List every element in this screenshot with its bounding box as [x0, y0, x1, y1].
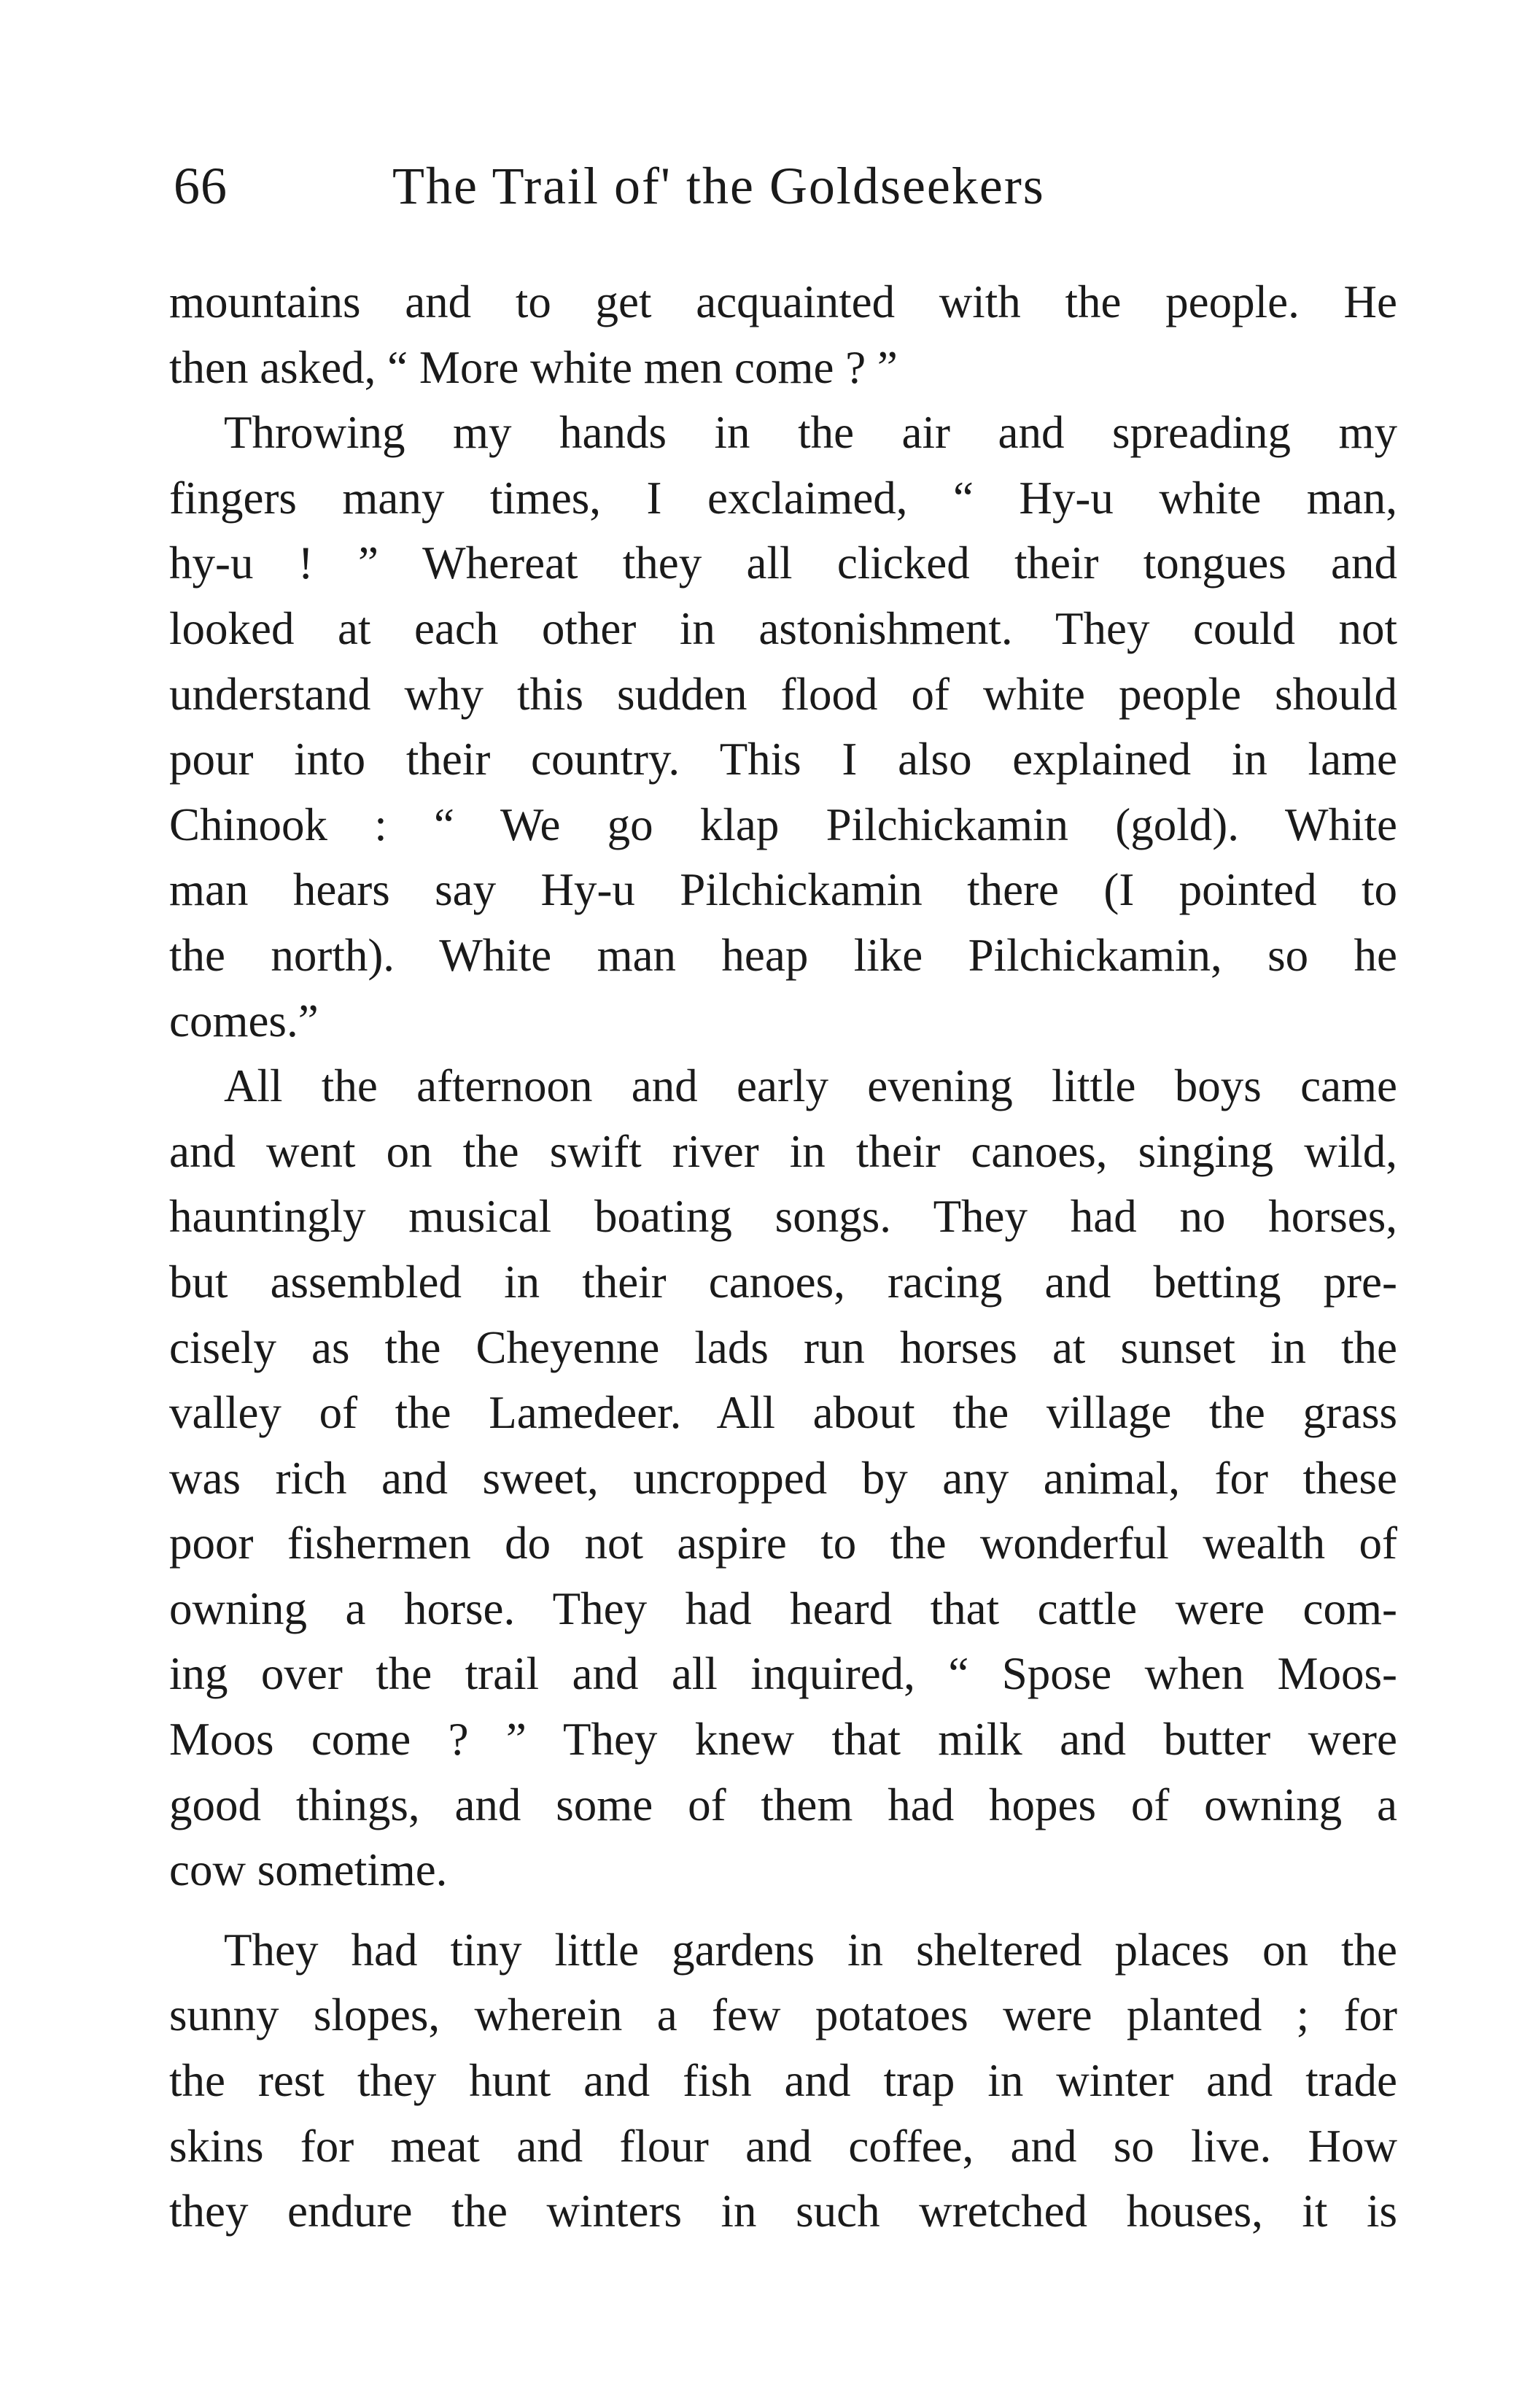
text-line: good things, and some of them had hopes of owning a [169, 1779, 1397, 1830]
text-line: All the afternoon and early evening little boys came [224, 1060, 1397, 1112]
text-line: man hears say Hy-u Pilchickamin there (I pointed to [169, 864, 1397, 916]
text-line: sunny slopes, wherein a few potatoes were planted ; for [169, 1989, 1397, 2041]
text-line: cow sometime. [169, 1844, 448, 1896]
text-line: pour into their country. This I also explained in lame [169, 734, 1397, 785]
text-line: ing over the trail and all inquired, “ Spose when Moos- [169, 1648, 1397, 1700]
paragraph [169, 270, 1397, 400]
text-line: Chinook : “ We go klap Pilchickamin (gold). White [169, 799, 1397, 850]
text-line: owning a horse. They had heard that cattle were com- [169, 1582, 1397, 1634]
text-line: poor fishermen do not aspire to the wonderful wealth of [169, 1518, 1397, 1569]
text-line: skins for meat and flour and coffee, and so live. How [169, 2120, 1397, 2172]
text-line: looked at each other in astonishment. They could not [169, 602, 1397, 654]
paragraph [169, 1918, 1397, 2245]
text-line: Moos come ? ” They knew that milk and butter were [169, 1714, 1397, 1766]
text-line: They had tiny little gardens in sheltered places on the [224, 1924, 1397, 1976]
running-head [174, 149, 1399, 222]
text-line: but assembled in their canoes, racing and betting pre- [169, 1256, 1397, 1308]
paragraph [169, 400, 1397, 1054]
paragraph [169, 1054, 1397, 1903]
body-text [169, 270, 1397, 2245]
text-line: Throwing my hands in the air and spreading my [224, 407, 1397, 459]
text-line: fingers many times, I exclaimed, “ Hy-u white man, [169, 472, 1397, 524]
text-line: they endure the winters in such wretched houses, it is [169, 2186, 1397, 2237]
text-line: then asked, “ More white men come ? ” [169, 341, 898, 393]
text-line: understand why this sudden flood of white people should [169, 668, 1397, 720]
text-line: and went on the swift river in their canoes, singing wild, [169, 1125, 1397, 1177]
book-title: The Trail of' the Goldseekers [392, 157, 1045, 215]
text-line: hy-u ! ” Whereat they all clicked their tongues and [169, 537, 1397, 589]
paragraph-spacer [169, 1903, 1397, 1918]
text-line: the rest they hunt and fish and trap in winter and trade [169, 2055, 1397, 2107]
text-line: hauntingly musical boating songs. They had no horses, [169, 1191, 1397, 1243]
text-line: the north). White man heap like Pilchickamin, so he [169, 929, 1397, 981]
text-line: mountains and to get acquainted with the people. He [169, 276, 1397, 327]
text-line: valley of the Lamedeer. All about the village the grass [169, 1387, 1397, 1439]
text-line: comes.” [169, 995, 319, 1046]
page-number: 66 [174, 157, 228, 215]
text-line: was rich and sweet, uncropped by any animal, for these [169, 1452, 1397, 1504]
text-line: cisely as the Cheyenne lads run horses at sunset in the [169, 1321, 1397, 1373]
